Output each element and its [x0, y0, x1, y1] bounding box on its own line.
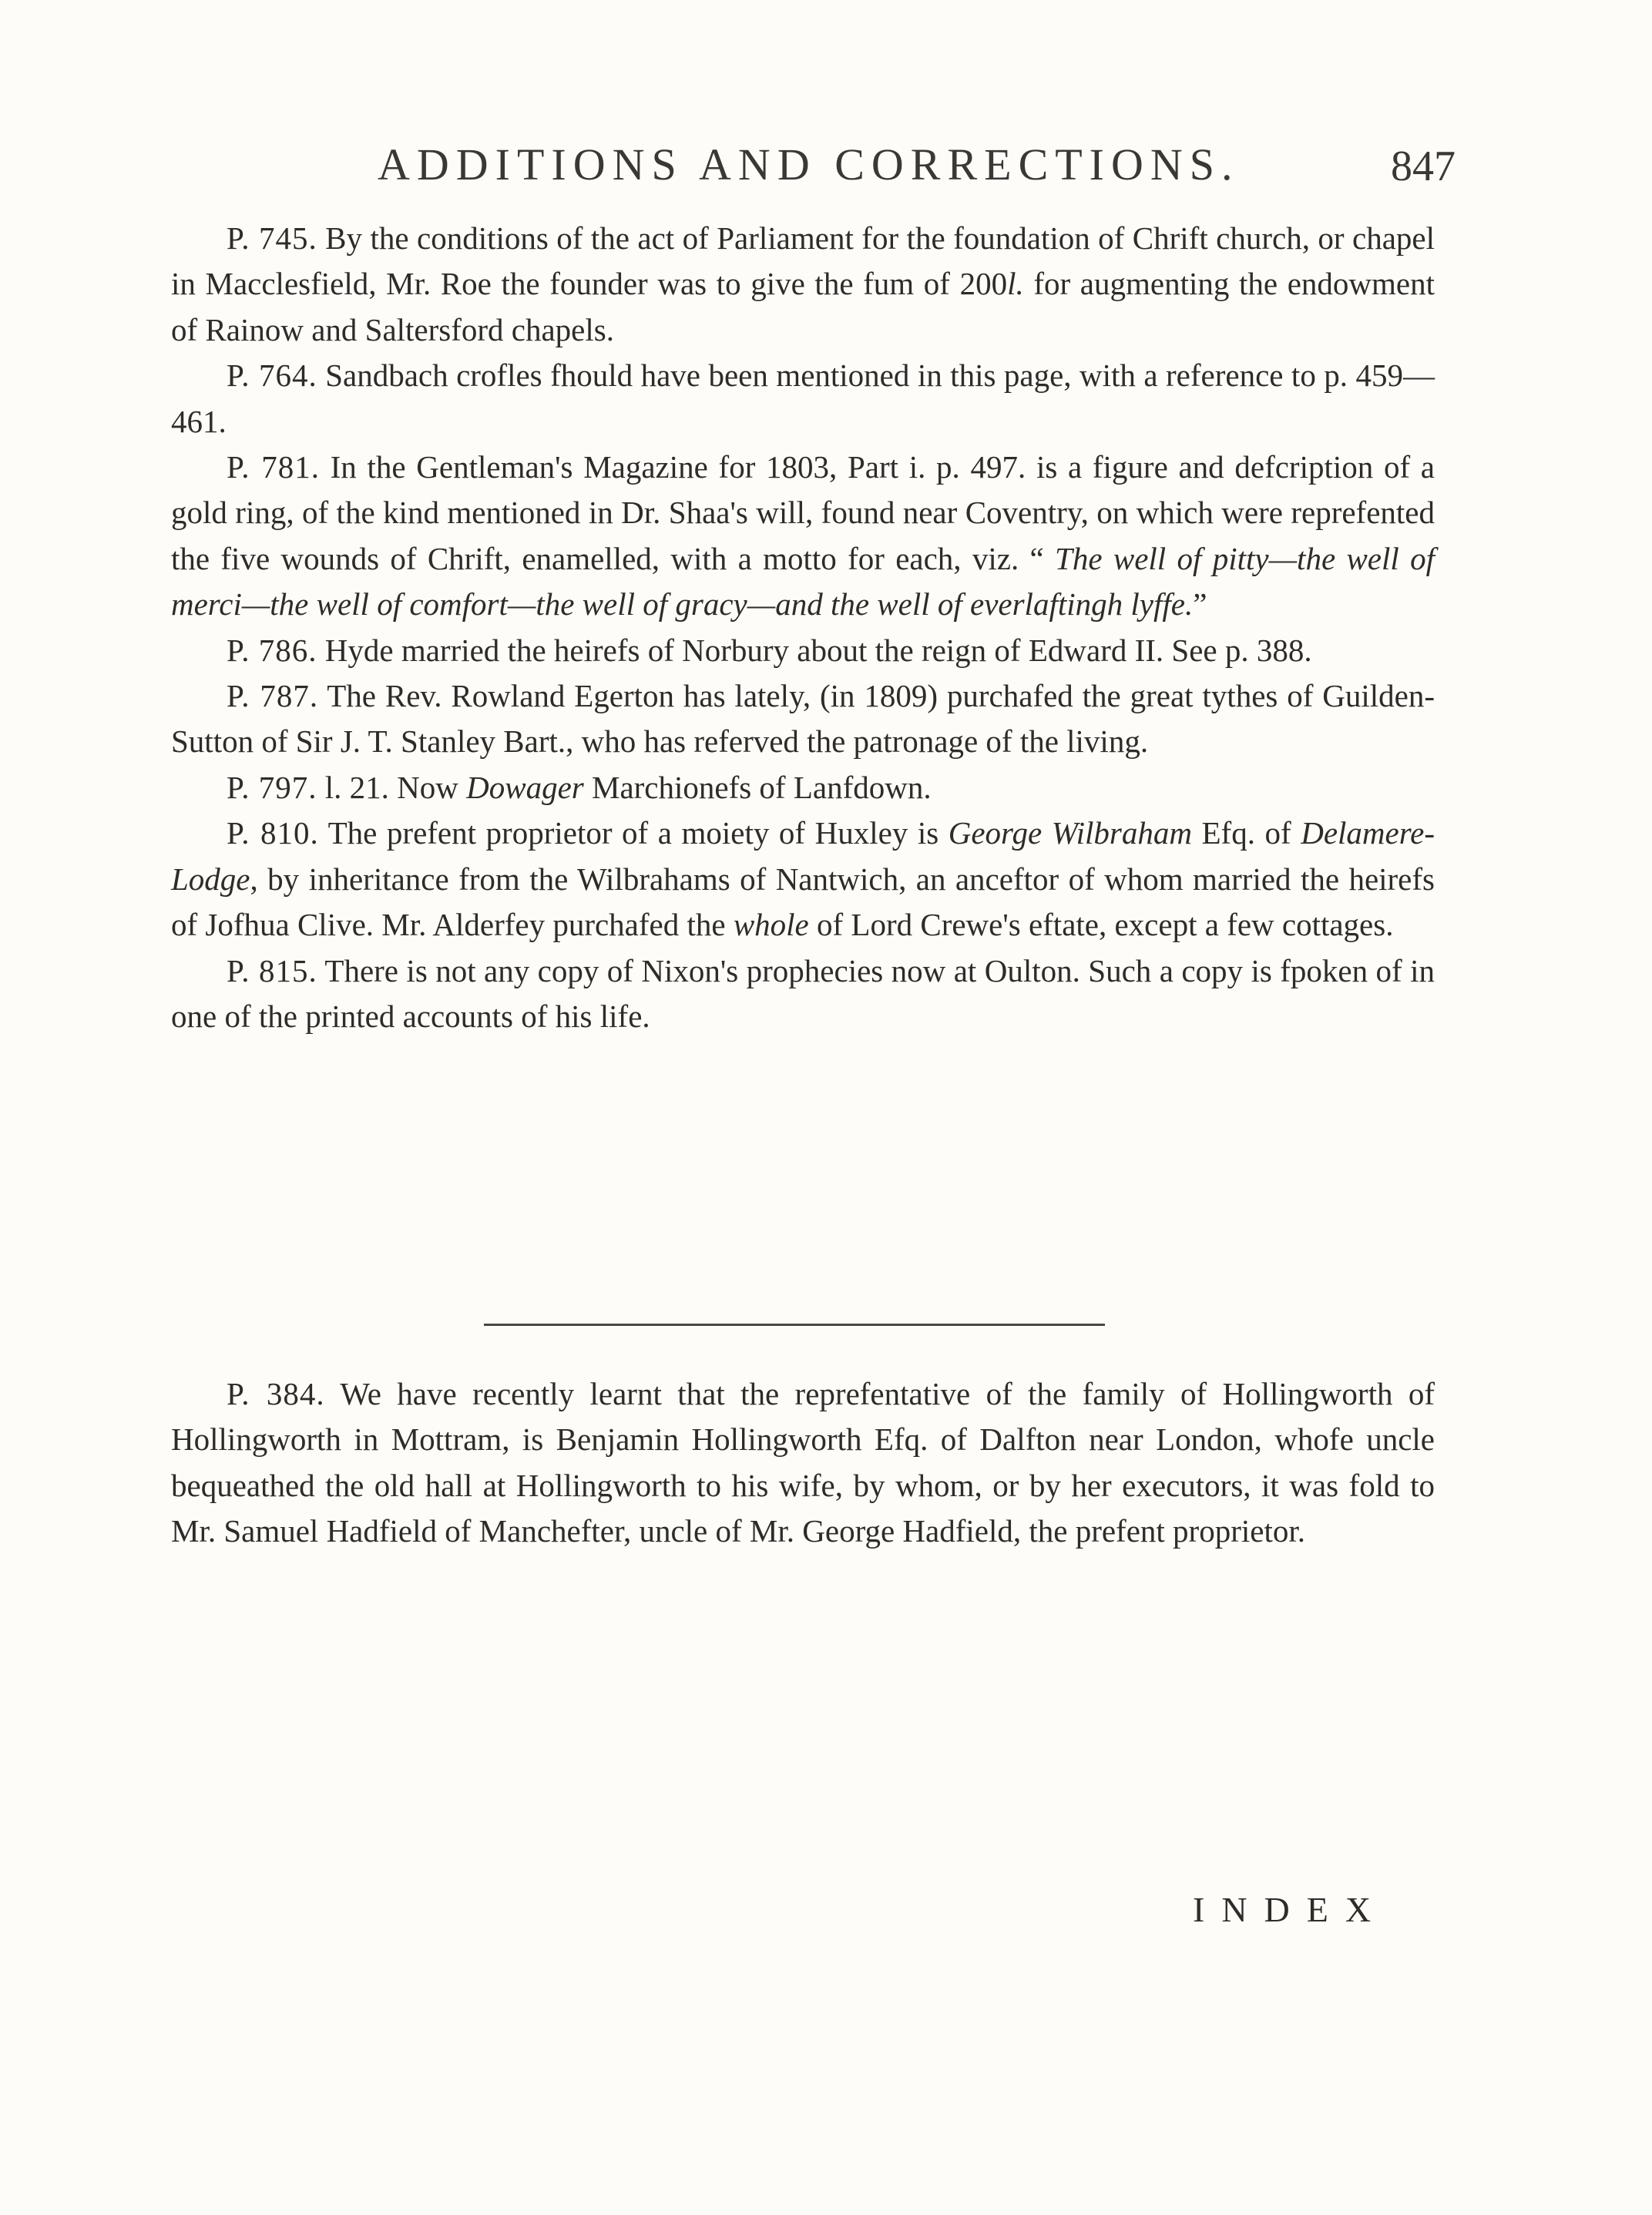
italic-text: Dowager: [466, 769, 584, 805]
addendum-block: [171, 1371, 1435, 1555]
catchword: INDEX: [1193, 1890, 1388, 1929]
correction-entry: [171, 353, 1435, 445]
entry-text: The prefent proprietor of a moiety of Huxley is: [327, 815, 949, 851]
correction-entry: [171, 628, 1435, 673]
correction-entry: [171, 445, 1435, 628]
page-reference: P. 764.: [227, 357, 317, 394]
italic-text: Delamere-Lodge: [171, 815, 1435, 897]
page-number: 847: [1391, 143, 1456, 190]
addendum-entry: [171, 1371, 1435, 1555]
entry-text: There is not any copy of Nixon's prophecies now at Oulton. Such a copy is fpoken of in one of the printed accounts of his life.: [171, 952, 1435, 1034]
page-reference: P. 745.: [227, 220, 317, 256]
italic-text: The well of pitty—the well of merci—the well of comfort—the well of gracy—and the well of everlaftingh lyffe.: [171, 540, 1435, 623]
entry-text: of Lord Crewe's eftate, except a few cottages.: [808, 907, 1394, 943]
entry-text: l. 21. Now: [324, 769, 467, 805]
entry-text: We have recently learnt that the reprefentative of the family of Hollingworth of Hollingworth in Mottram, is Benjamin Hollingworth Efq. of Dalfton near London, whofe uncle bequeathed the old hall at Hollingworth to his wife, by whom, or by her executors, it was fold to Mr. Samuel Hadfield of Manchefter, uncle of Mr. George Hadfield, the prefent proprietor.: [171, 1376, 1435, 1549]
correction-entry: [171, 948, 1435, 1040]
italic-text: l.: [1007, 266, 1024, 302]
italic-text: George Wilbraham: [948, 815, 1192, 851]
entry-text: Sandbach crofles fhould have been mentioned in this page, with a reference to p. 459—461.: [171, 357, 1435, 439]
entry-text: Hyde married the heirefs of Norbury about the reign of Edward II. See p. 388.: [324, 632, 1312, 668]
corrections-list: [171, 216, 1435, 1039]
entry-text: The Rev. Rowland Egerton has lately, (in 1809) purchafed the great tythes of Guilden-Sutton of Sir J. T. Stanley Bart., who has referved the patronage of the living.: [171, 678, 1435, 760]
page-reference: P. 787.: [227, 678, 319, 714]
italic-text: whole: [733, 907, 809, 943]
entry-text: for augmenting the endowment of Rainow and Saltersford chapels.: [171, 266, 1435, 347]
page-reference: P. 815.: [227, 952, 317, 988]
entry-text: Marchionefs of Lanfdown.: [583, 769, 932, 805]
entry-text: Efq. of: [1191, 815, 1301, 851]
correction-entry: [171, 673, 1435, 765]
page-reference: P. 786.: [227, 632, 317, 668]
page-reference: P. 797.: [227, 769, 317, 805]
running-head: ADDITIONS AND CORRECTIONS.: [378, 139, 1240, 190]
entry-text: , by inheritance from the Wilbrahams of Nantwich, an anceftor of whom married the heirefs of Jofhua Clive. Mr. Alderfey purchafed the: [171, 861, 1435, 943]
page-reference: P. 781.: [227, 449, 320, 485]
entry-text: ”: [1193, 586, 1207, 623]
entry-text: By the conditions of the act of Parliament for the foundation of Chrift church, or chapel in Macclesfield, Mr. Roe the founder was to give the fum of 200: [171, 220, 1435, 302]
entry-text: In the Gentleman's Magazine for 1803, Part i. p. 497. is a figure and defcription of a gold ring, of the kind mentioned in Dr. Shaa's will, found near Coventry, on which were reprefented the five wounds of Chrift, enamelled, with a motto for each, viz. “: [171, 449, 1435, 576]
correction-entry: [171, 216, 1435, 353]
correction-entry: [171, 765, 1435, 810]
page-reference: P. 810.: [227, 815, 319, 851]
section-divider-rule: [484, 1324, 1105, 1326]
page-reference: P. 384.: [227, 1376, 325, 1411]
correction-entry: [171, 810, 1435, 948]
